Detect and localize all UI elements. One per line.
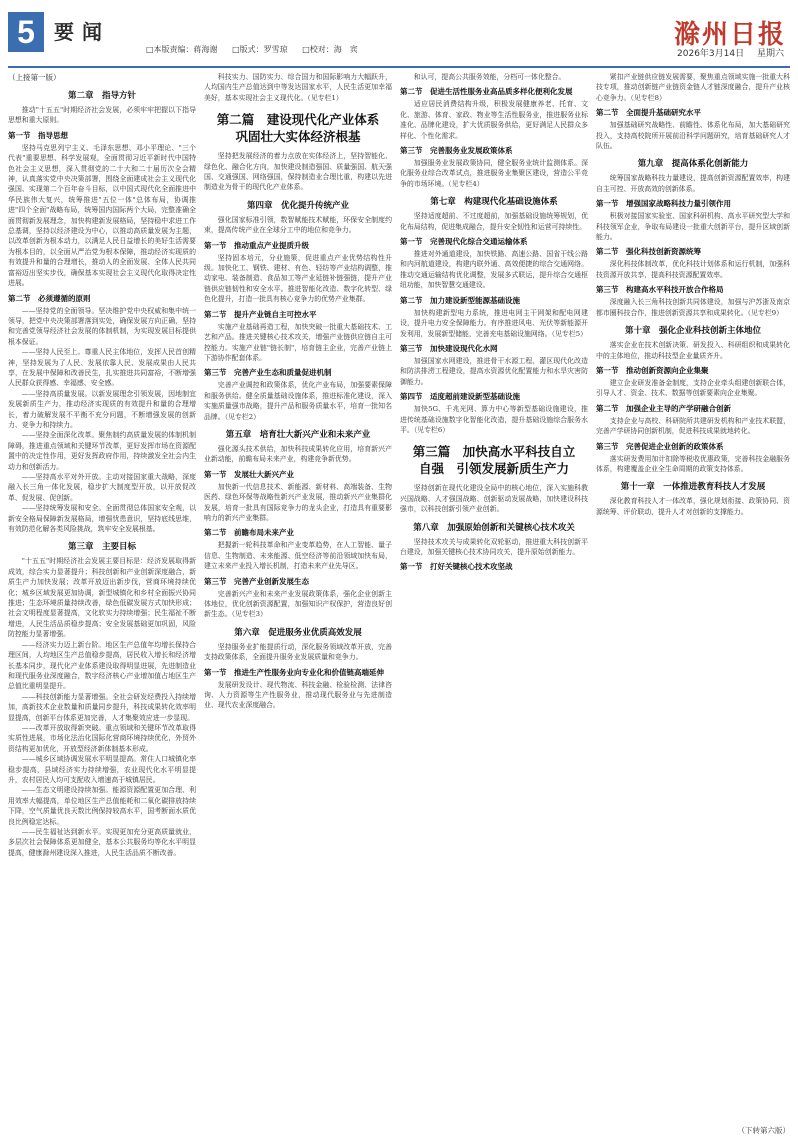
paragraph: ——坚持全面深化改革。聚焦制约高质量发展的体制机制障碍，推进重点领域和关键环节改革，更好发挥市场在资源配置中的决定性作用，更好发挥政府作用，持续激发全社会内生动力和创新活力。: [8, 431, 196, 471]
paragraph: 强化源头技术供给，加快科技成果转化应用，培育新兴产业新动能，前瞻布局未来产业，构建竞争新优势。: [204, 444, 392, 464]
continued-note: （下转第六版）: [734, 1125, 791, 1136]
section-heading: 第二节 加力建设新型能源基础设施: [400, 295, 520, 305]
paragraph: 完善新兴产业和未来产业发展政策体系，强化企业创新主体地位，优化创新资源配置，加强知识产权保护，营造良好创新生态。（见专栏3）: [204, 589, 392, 619]
section-heading: 第二节 促进生活性服务业高品质多样化便利化发展: [400, 87, 573, 97]
paragraph: 坚持创新在现代化建设全局中的核心地位，深入实施科教兴国战略、人才强国战略、创新驱动发展战略，加快建设科技强市，以科技创新引领产业创新。: [400, 484, 588, 514]
section-heading: 第三节 完善产业创新发展生态: [204, 576, 309, 586]
column-4: [596, 72, 790, 1136]
chapter-heading: 第六章 促进服务业优质高效发展: [234, 627, 362, 638]
paragraph: 统筹国家战略科技力量建设，提高创新资源配置效率，构建自主可控、开放高效的创新体系。: [596, 174, 790, 193]
section-heading: 第一节 发展壮大新兴产业: [204, 469, 294, 479]
paragraph: 实施产业基础再造工程，加快突破一批重大基础技术、工艺和产品。推进关键核心技术攻关，增强产业链供应链自主可控能力。实施产业链"链长制"，培育链主企业，完善产业链上下游协作配套体系。: [204, 322, 392, 362]
paragraph: 坚持适度超前、不过度超前，加强基础设施统筹规划，优化布局结构，促进集成融合，提升安全韧性和运营可持续性。: [400, 212, 588, 231]
paragraph: "十五五"时期经济社会发展主要目标是：经济发展取得新成效，综合实力显著提升；科技创新和产业创新深度融合，新质生产力加快发展；改革开放迈出新步伐，营商环境持续优化；城乡区域发展更加协调，新型城镇化和乡村全面振兴协同推进；生态环境质量持续改善，绿色低碳发展方式加快形成；社会文明程度显著提高，文化软实力持续增强；民生福祉不断增进，人民生活品质稳步提高；安全发展基础更加巩固，风险防控能力显著增强。: [8, 557, 196, 639]
paragraph: 适应居民消费结构升级，积极发展健康养老、托育、文化、旅游、体育、家政、物业等生活性服务业，推进服务业标准化、品牌化建设，扩大优质服务供给，更好满足人民群众多样化、个性化需求。: [400, 100, 588, 140]
chapter-heading: 第十章 强化企业科技创新主体地位: [624, 326, 761, 337]
paragraph: 把握新一轮科技革命和产业变革趋势，在人工智能、量子信息、生物制造、未来能源、低空经济等前沿领域加快布局，建立未来产业投入增长机制，打造未来产业先导区。: [204, 541, 392, 571]
paragraph: 坚持马克思列宁主义、毛泽东思想、邓小平理论、"三个代表"重要思想、科学发展观，全面贯彻习近平新时代中国特色社会主义思想，深入贯彻党的二十大和二十届历次全会精神，认真落实党中央决策部署，围绕全面建成社会主义现代化强国、实现第二个百年奋斗目标，以中国式现代化全面推进中华民族伟大复兴，统筹推进"五位一体"总体布局，协调推进"四个全面"战略布局，统筹国内国际两个大局，完整准确全面贯彻新发展理念，加快构建新发展格局，坚持稳中求进工作总基调，坚持以经济建设为中心，以推动高质量发展为主题，以改革创新为根本动力，以满足人民日益增长的美好生活需要为根本目的，以全面从严治党为根本保障，推动经济实现质的有效提升和量的合理增长，推动人的全面发展、全体人民共同富裕迈出坚实步伐，确保基本实现社会主义现代化取得决定性进展。: [8, 143, 196, 288]
chapter-heading: 第二章 指导方针: [67, 91, 136, 101]
paragraph: 坚持固本培元，分业施策，促进重点产业优势结构性升级。加快化工、钢铁、建材、有色、轻纺等产业结构调整，推动家电、装备制造、食品加工等产业延链补链强链，提升产业链供应链韧性和安全水平。推进智能化改造、数字化转型、绿色化提升，打造一批具有核心竞争力的优势产业集群。: [204, 253, 392, 304]
chapter-heading: 第九章 提高体系化创新能力: [637, 159, 749, 170]
paragraph: 推进对外通道建设，加快铁路、高速公路、国省干线公路和内河航道建设，构建内联外通、高效便捷的综合交通网络。推动交通运输结构优化调整，发展多式联运，提升综合交通枢纽功能，加快智慧交通建设。: [400, 250, 588, 290]
section-heading: 第三节 完善促进企业创新的政策体系: [596, 441, 724, 451]
paragraph: 积极对接国家实验室、国家科研机构、高水平研究型大学和科技领军企业，争取布局建设一批重大创新平台，提升区域创新能力。: [596, 212, 790, 242]
paragraph: 强化国家标准引领，数智赋能技术赋能，环保安全制度约束，提高传统产业在全球分工中的地位和竞争力。: [204, 215, 392, 235]
part-heading: 第三篇 加快高水平科技自立 自强 引领发展新质生产力: [412, 444, 576, 477]
paragraph: ——改革开放取得新突破。重点领域和关键环节改革取得实质性进展，市场化法治化国际化营商环境持续优化，外贸外资结构更加优化，开放型经济新体制基本形成。: [8, 723, 196, 753]
section-heading: 第二节 前瞻布局未来产业: [204, 528, 294, 538]
section-heading: 第三节 构建高水平科技开放合作格局: [596, 285, 724, 295]
paper-name: 滁州日报: [673, 20, 786, 50]
section-title: 要闻: [54, 20, 110, 44]
proofreader-label: □校对：海 宾: [302, 45, 358, 54]
part-heading: 第二篇 建设现代化产业体系 巩固壮大实体经济根基: [216, 112, 380, 145]
paragraph: 坚持服务业扩能提质行动，深化服务领域改革开放，完善支持政策体系，全面提升服务业发展质量和竞争力。: [204, 642, 392, 662]
paragraph: ——坚持统筹发展和安全。全面贯彻总体国家安全观，以新安全格局保障新发展格局，增强忧患意识，坚持底线思维，有效防范化解各类风险挑战，筑牢安全发展根基。: [8, 504, 196, 534]
paragraph: ——坚持高水平对外开放。主动对接国家重大战略，深度融入长三角一体化发展，稳步扩大制度型开放，以开放促改革、促发展、促创新。: [8, 473, 196, 502]
chapter-heading: 第七章 构建现代化基础设施体系: [430, 197, 558, 208]
section-heading: 第二节 全面提升基础研究水平: [596, 108, 701, 118]
paragraph: 科技实力、国防实力、综合国力和国际影响力大幅跃升，人均国内生产总值达到中等发达国家水平，人民生活更加幸福美好，基本实现社会主义现代化。（见专栏1）: [204, 73, 392, 102]
column-2: [204, 72, 392, 1136]
section-heading: 第三节 完善产业生态和质量促进机制: [204, 368, 332, 378]
paragraph: ——坚持党的全面领导。坚决维护党中央权威和集中统一领导，把党中央决策部署落到实处，确保发展方向正确，坚持和完善党领导经济社会发展的体制机制，为实现发展目标提供根本保证。: [8, 306, 196, 346]
paragraph: 加快新一代信息技术、新能源、新材料、高端装备、生物医药、绿色环保等战略性新兴产业发展，推动新兴产业集群化发展，培育一批具有国际竞争力的龙头企业，打造具有重要影响力的新兴产业集群。: [204, 482, 392, 522]
paragraph: ——民生福祉达到新水平。实现更加充分更高质量就业，多层次社会保障体系更加健全，基本公共服务均等化水平明显提高，健康滁州建设深入推进，人民生活品质不断改善。: [8, 828, 196, 857]
paragraph: ——生态文明建设持续加强。能源资源配置更加合理、利用效率大幅提高，单位地区生产总值能耗和二氧化碳排放持续下降，空气质量优良天数比例保持较高水平，国考断面水质优良比例稳定达标。: [8, 786, 196, 826]
date-line: [667, 46, 784, 59]
section-heading: 第一节 推动创新资源向企业集聚: [596, 365, 709, 375]
paragraph: 和认可，提高公共服务效能，分档可一体化整合。: [413, 73, 566, 81]
section-heading: 第一节 推进生产性服务业向专业化和价值链高端延伸: [204, 667, 384, 677]
paragraph: 深化科技体制改革，优化科技计划体系和运行机制，加强科技资源开放共享，提高科技资源配置效率。: [596, 260, 790, 279]
column-1: [8, 72, 196, 1136]
paragraph: 加强国家水网建设，推进骨干水源工程、灌区现代化改造和防洪排涝工程建设，提高水资源优化配置能力和水旱灾害防御能力。: [400, 356, 588, 386]
paragraph: 支持企业与高校、科研院所共建研发机构和产业技术联盟，完善产学研协同创新机制，促进科技成果就地转化。: [596, 416, 790, 436]
designer-label: □版式：罗雪琼: [232, 45, 288, 54]
page-number: 5: [8, 12, 44, 52]
masthead: [8, 6, 790, 68]
paragraph: 加快5G、千兆光网、算力中心等新型基础设施建设，推进传统基础设施数字化智能化改造，提升基础设施综合服务水平。（见专栏6）: [400, 405, 588, 434]
paragraph: ——经济实力迈上新台阶。地区生产总值年均增长保持合理区间，人均地区生产总值稳步提高，居民收入增长和经济增长基本同步，现代化产业体系建设取得明显进展，先进制造业和现代服务业深度融合，数字经济核心产业增加值占地区生产总值比重明显提升。: [8, 640, 196, 691]
issue-date: 2026年3月14日: [677, 49, 745, 59]
section-heading: 第二节 提升产业链自主可控水平: [204, 309, 317, 319]
article-body: [8, 72, 790, 1136]
editor-label: □本版责编：蒋海谢: [146, 45, 218, 54]
section-heading: 第四节 适度超前建设新型基础设施: [400, 392, 520, 402]
paragraph: 落实研发费用加计扣除等税收优惠政策，完善科技金融服务体系，构建覆盖企业全生命周期的政策支持体系。: [596, 454, 790, 473]
section-heading: 第二节 强化科技创新资源统筹: [596, 247, 701, 257]
lead-note: （上接第一版）: [8, 73, 61, 82]
chapter-heading: 第八章 加强原始创新和关键核心技术攻关: [413, 522, 575, 533]
section-heading: 第一节 推动重点产业提质升级: [204, 240, 309, 250]
paragraph: ——城乡区域协调发展水平明显提高。常住人口城镇化率稳步提高，县域经济实力持续增强，农业现代化水平明显提升，农村居民人均可支配收入增速高于城镇居民。: [8, 755, 196, 784]
section-heading: 第一节 完善现代化综合交通运输体系: [400, 237, 528, 247]
section-heading: 第二节 加强企业主导的产学研融合创新: [596, 403, 731, 413]
paragraph: 紧扣产业链供应链发展需要，聚焦重点领域实施一批重大科技专项，推动创新链产业链资金链人才链深度融合，提升产业核心竞争力。（见专栏8）: [596, 73, 790, 102]
paragraph: 加快构建新型电力系统，推进电网主干网架和配电网建设，提升电力安全保障能力。有序推进风电、光伏等新能源开发利用，发展新型储能，完善充电基础设施网络。（见专栏5）: [400, 308, 588, 338]
paragraph: 发展研发设计、现代物流、科技金融、检验检测、法律咨询、人力资源等生产性服务业，推动现代服务业与先进制造业、现代农业深度融合。: [204, 680, 392, 710]
chapter-heading: 第五章 培育壮大新兴产业和未来产业: [225, 429, 371, 440]
issue-weekday: 星期六: [756, 49, 784, 59]
paragraph: 深度融入长三角科技创新共同体建设，加强与沪苏浙及南京都市圈科技合作，推进创新资源共享和成果转化。（见专栏9）: [596, 298, 790, 317]
column-3: [400, 72, 588, 1136]
section-heading: 第二节 必须遵循的原则: [8, 293, 91, 303]
editor-credits: [146, 44, 370, 55]
paragraph: 完善产业调控和政策体系，优化产业布局，加强要素保障和服务供给。健全质量基础设施体系，推进标准化建设，深入实施质量强市战略，提升产品和服务质量水平，培育一批知名品牌。（见专栏2）: [204, 381, 392, 421]
chapter-heading: 第三章 主要目标: [67, 542, 136, 553]
paragraph: ——科技创新能力显著增强。全社会研发经费投入持续增加，高新技术企业数量和质量同步提升，科技成果转化效率明显提高，创新平台体系更加完善，人才集聚效应进一步显现。: [8, 692, 196, 722]
chapter-heading: 第十一章 一体推进教育科技人才发展: [620, 482, 766, 493]
paragraph: 坚持技术攻关与成果转化双轮驱动，推进重大科技创新平台建设，加强关键核心技术协同攻关，提升原始创新能力。: [400, 537, 588, 556]
paragraph: 加强服务业发展政策协同，健全服务业统计监测体系。深化服务业综合改革试点，推进服务业集聚区建设，营造公平竞争的市场环境。（见专栏4）: [400, 159, 588, 188]
paragraph: 深化教育科技人才一体改革，强化规划衔接、政策协同、资源统筹、评价联动，提升人才对创新的支撑能力。: [596, 497, 790, 516]
section-heading: 第三节 加快建设现代化水网: [400, 343, 498, 353]
section-heading: 第一节 指导思想: [8, 130, 68, 140]
paragraph: 坚持把发展经济的着力点放在实体经济上，坚持智能化、绿色化、融合化方向，加快建设制造强国、质量强国、航天强国、交通强国、网络强国，保持制造业合理比重，构建以先进制造业为骨干的现代化产业体系。: [204, 152, 392, 192]
paragraph: ——坚持高质量发展。以新发展理念引领发展，因地制宜发展新质生产力，推动经济实现质的有效提升和量的合理增长，着力破解发展不平衡不充分问题，不断增强发展的创新力、竞争力和持续力。: [8, 389, 196, 429]
paragraph: 落实企业在技术创新决策、研发投入、科研组织和成果转化中的主体地位，推动科技型企业量质齐升。: [596, 341, 790, 360]
paragraph: 推动"十五五"时期经济社会发展，必须牢牢把握以下指导思想和重大原则。: [8, 106, 196, 125]
paragraph: ——坚持人民至上。尊重人民主体地位，发挥人民首创精神，坚持发展为了人民、发展依靠人民、发展成果由人民共享，在发展中保障和改善民生，扎实推进共同富裕，不断增强人民群众获得感、幸福感、安全感。: [8, 348, 196, 388]
chapter-heading: 第四章 优化提升传统产业: [246, 200, 349, 211]
section-heading: 第三节 完善服务业发展政策体系: [400, 146, 513, 156]
section-heading: 第一节 增强国家战略科技力量引领作用: [596, 199, 731, 209]
section-heading: 第一节 打好关键核心技术攻坚战: [400, 562, 513, 572]
paragraph: 加强基础研究战略性、前瞻性、体系化布局，加大基础研究投入，支持高校院所开展前沿科学问题研究，培育基础研究人才队伍。: [596, 121, 790, 151]
paragraph: 建立企业研发准备金制度，支持企业牵头组建创新联合体，引导人才、资金、技术、数据等创新要素向企业集聚。: [596, 378, 790, 398]
